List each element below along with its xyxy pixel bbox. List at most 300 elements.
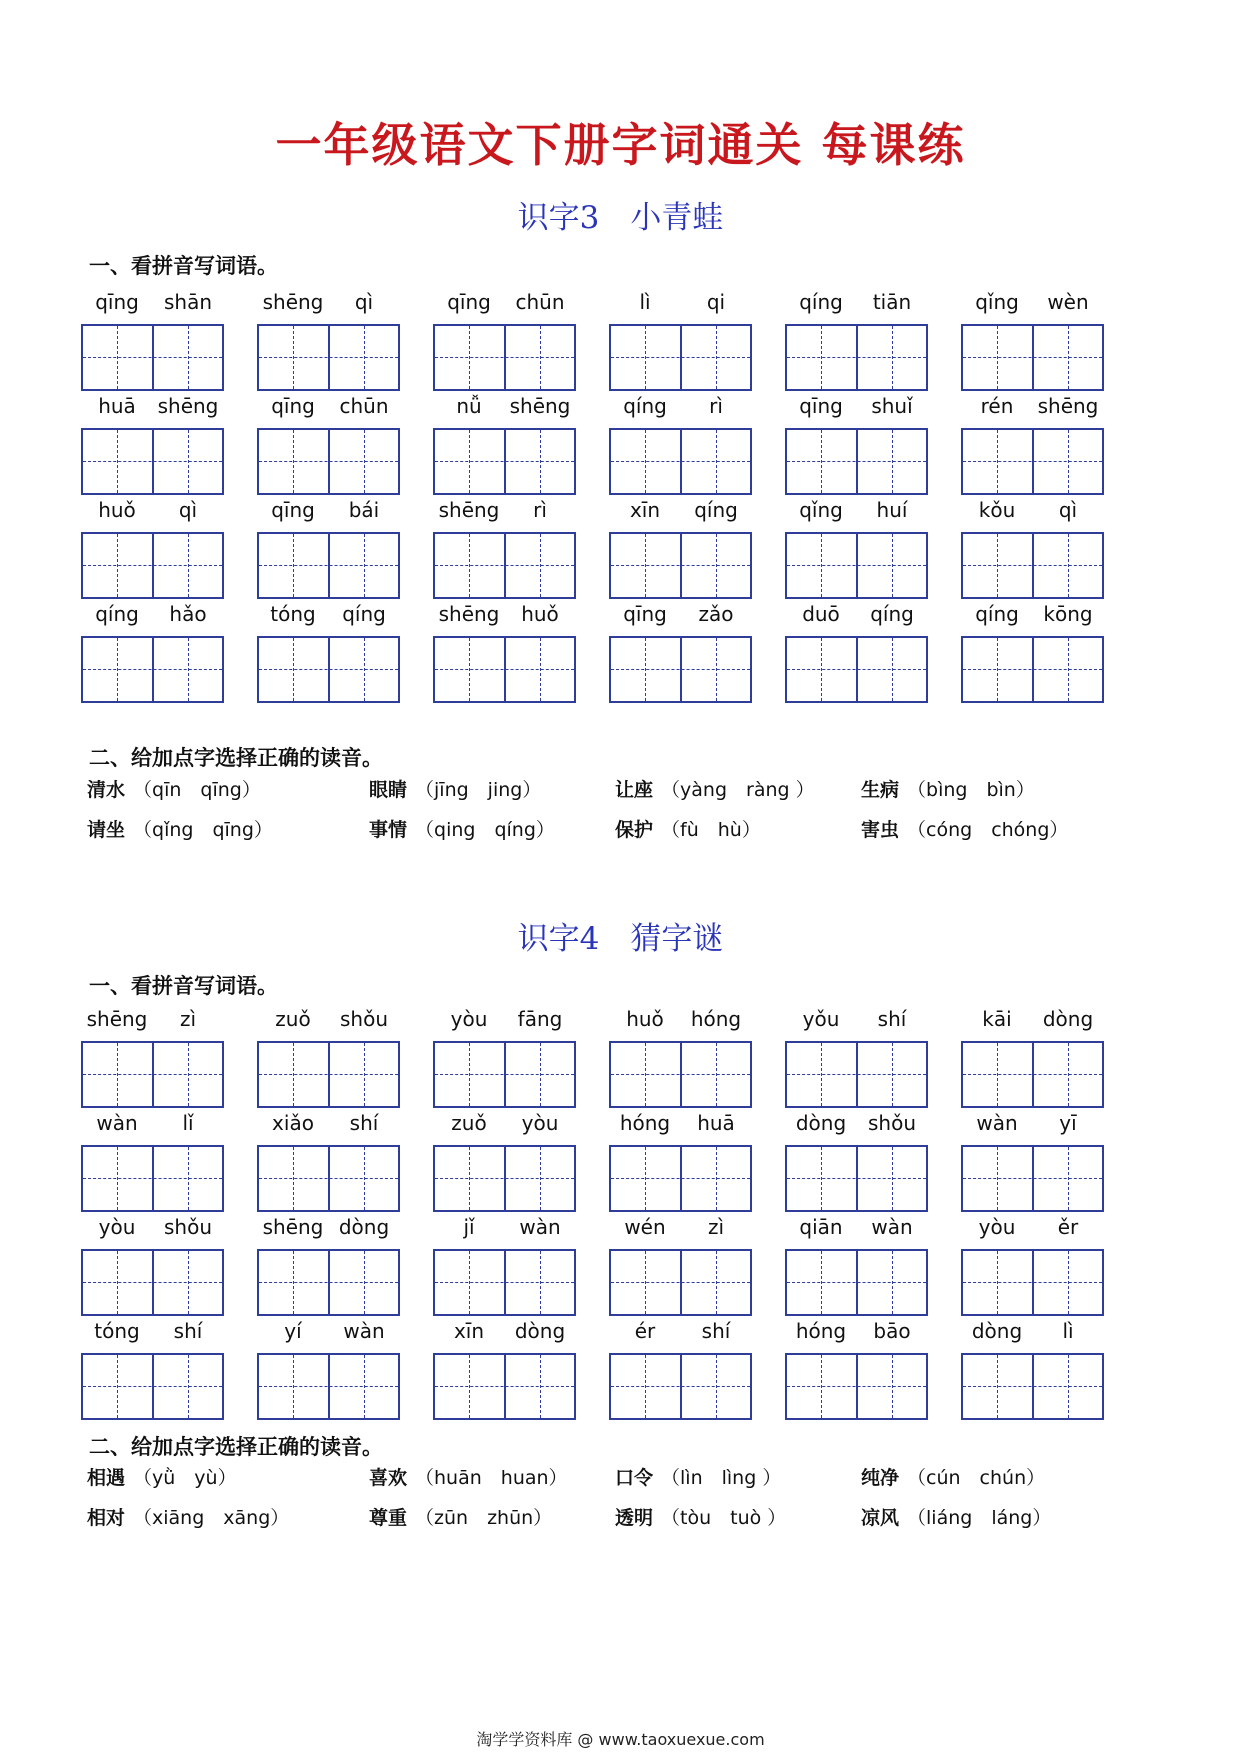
pinyin-syllable: hóng	[619, 1111, 671, 1135]
pinyin-syllable: qì	[178, 498, 198, 522]
pinyin-syllable: chūn	[515, 290, 565, 314]
word-cell	[961, 497, 1104, 564]
grid-guide-line	[188, 1043, 189, 1106]
tianzige-box[interactable]	[257, 324, 400, 391]
tianzige-box[interactable]	[961, 324, 1104, 391]
word-cell	[433, 1110, 576, 1177]
reading-item	[369, 775, 541, 805]
target-word: 口令	[615, 1467, 654, 1489]
grid-guide-line	[1068, 638, 1069, 701]
pinyin-label	[961, 393, 1104, 419]
pinyin-label	[433, 1110, 576, 1136]
target-word: 纯净	[861, 1467, 900, 1489]
pinyin-label	[433, 289, 576, 315]
pinyin-label	[433, 497, 576, 523]
word-cell	[785, 497, 928, 564]
grid-guide-line	[188, 1147, 189, 1210]
grid-guide-line	[293, 1355, 294, 1418]
pinyin-syllable: shēng	[262, 1215, 324, 1239]
grid-guide-line	[787, 357, 926, 358]
grid-guide-line	[83, 461, 222, 462]
pinyin-syllable: shēng	[438, 602, 500, 626]
grid-guide-line	[611, 669, 750, 670]
grid-guide-line	[117, 1147, 118, 1210]
tianzige-box[interactable]	[785, 428, 928, 495]
grid-guide-line	[188, 430, 189, 493]
grid-guide-line	[83, 1386, 222, 1387]
tianzige-box[interactable]	[81, 532, 224, 599]
grid-guide-line	[716, 1043, 717, 1106]
pinyin-syllable: shēng	[438, 498, 500, 522]
word-cell	[257, 1318, 400, 1385]
word-cell	[433, 1214, 576, 1281]
word-cell	[257, 1214, 400, 1281]
pinyin-options[interactable]: （yàng ràng ）	[661, 779, 815, 801]
word-cell	[433, 1006, 576, 1073]
pinyin-syllable: chūn	[339, 394, 389, 418]
grid-guide-line	[611, 461, 750, 462]
grid-guide-line	[787, 1074, 926, 1075]
pinyin-label	[609, 393, 752, 419]
reading-item	[87, 815, 273, 845]
tianzige-box[interactable]	[961, 1145, 1104, 1212]
pinyin-syllable: wén	[624, 1215, 666, 1239]
pinyin-label	[257, 601, 400, 627]
pinyin-syllable: hǎo	[169, 602, 207, 626]
pinyin-label	[609, 289, 752, 315]
grid-guide-line	[821, 1251, 822, 1314]
grid-guide-line	[117, 638, 118, 701]
pinyin-syllable: shēng	[509, 394, 571, 418]
tianzige-box[interactable]	[785, 324, 928, 391]
grid-guide-line	[188, 638, 189, 701]
reading-item	[87, 775, 261, 805]
word-cell	[257, 289, 400, 356]
grid-guide-line	[892, 638, 893, 701]
word-cell	[785, 289, 928, 356]
grid-guide-line	[997, 1147, 998, 1210]
grid-guide-line	[963, 461, 1102, 462]
word-cell	[433, 289, 576, 356]
pinyin-options[interactable]: （bìng bìn）	[907, 779, 1035, 801]
pinyin-syllable: kāi	[982, 1007, 1012, 1031]
pinyin-syllable: qíng	[870, 602, 914, 626]
grid-guide-line	[469, 534, 470, 597]
grid-guide-line	[259, 1386, 398, 1387]
tianzige-box[interactable]	[257, 1353, 400, 1420]
pinyin-label	[785, 393, 928, 419]
pinyin-label	[433, 1214, 576, 1240]
grid-guide-line	[364, 1147, 365, 1210]
pinyin-options[interactable]: （huān huan）	[415, 1467, 568, 1489]
pinyin-options[interactable]: （qǐng qīng）	[133, 819, 273, 841]
grid-guide-line	[997, 638, 998, 701]
pinyin-syllable: bái	[348, 498, 380, 522]
pinyin-syllable: qíng	[799, 290, 843, 314]
pinyin-syllable: lǐ	[182, 1111, 194, 1135]
grid-guide-line	[997, 534, 998, 597]
word-cell	[81, 289, 224, 356]
pinyin-syllable: rén	[980, 394, 1014, 418]
grid-guide-line	[540, 1251, 541, 1314]
grid-guide-line	[963, 1178, 1102, 1179]
pinyin-label	[81, 1214, 224, 1240]
pinyin-options[interactable]: （lìn lìng ）	[661, 1467, 782, 1489]
reading-row	[0, 1463, 1241, 1493]
grid-guide-line	[611, 1386, 750, 1387]
word-cell	[961, 601, 1104, 668]
grid-guide-line	[259, 1282, 398, 1283]
pinyin-options[interactable]: （cún chún）	[907, 1467, 1046, 1489]
grid-guide-line	[997, 1355, 998, 1418]
grid-guide-line	[364, 430, 365, 493]
grid-guide-line	[83, 1178, 222, 1179]
pinyin-label	[785, 289, 928, 315]
tianzige-box[interactable]	[257, 1249, 400, 1316]
pinyin-options[interactable]: （qing qíng）	[415, 819, 555, 841]
grid-guide-line	[293, 1043, 294, 1106]
part2-heading: 二、给加点字选择正确的读音。	[89, 746, 383, 770]
grid-guide-line	[716, 1355, 717, 1418]
grid-guide-line	[259, 1178, 398, 1179]
tianzige-box[interactable]	[609, 1249, 752, 1316]
word-cell	[609, 601, 752, 668]
tianzige-box[interactable]	[609, 324, 752, 391]
tianzige-box[interactable]	[785, 1041, 928, 1108]
grid-guide-line	[892, 1355, 893, 1418]
pinyin-syllable: dòng	[1042, 1007, 1094, 1031]
grid-guide-line	[364, 1043, 365, 1106]
target-word: 清水	[87, 779, 126, 801]
part2-heading: 二、给加点字选择正确的读音。	[89, 1435, 383, 1459]
grid-guide-line	[787, 1282, 926, 1283]
grid-guide-line	[364, 1355, 365, 1418]
grid-guide-line	[259, 461, 398, 462]
word-cell	[961, 1006, 1104, 1073]
word-cell	[257, 601, 400, 668]
pinyin-label	[257, 1214, 400, 1240]
grid-guide-line	[716, 534, 717, 597]
grid-guide-line	[1068, 534, 1069, 597]
tianzige-box[interactable]	[81, 636, 224, 703]
word-cell	[961, 393, 1104, 460]
target-word: 害虫	[861, 819, 900, 841]
pinyin-label	[81, 1006, 224, 1032]
word-cell	[609, 1006, 752, 1073]
grid-guide-line	[716, 1251, 717, 1314]
pinyin-label	[961, 1318, 1104, 1344]
grid-guide-line	[963, 565, 1102, 566]
pinyin-syllable: qiān	[799, 1215, 843, 1239]
grid-guide-line	[469, 1355, 470, 1418]
grid-guide-line	[645, 430, 646, 493]
grid-guide-line	[611, 565, 750, 566]
pinyin-syllable: qíng	[342, 602, 386, 626]
pinyin-label	[609, 497, 752, 523]
target-word: 相对	[87, 1507, 126, 1529]
pinyin-label	[81, 1110, 224, 1136]
word-cell	[81, 1110, 224, 1177]
grid-guide-line	[821, 534, 822, 597]
grid-guide-line	[293, 1147, 294, 1210]
grid-guide-line	[645, 638, 646, 701]
grid-guide-line	[293, 430, 294, 493]
target-word: 透明	[615, 1507, 654, 1529]
tianzige-box[interactable]	[785, 636, 928, 703]
grid-guide-line	[117, 1043, 118, 1106]
target-word: 相遇	[87, 1467, 126, 1489]
grid-guide-line	[963, 357, 1102, 358]
grid-guide-line	[787, 1386, 926, 1387]
word-cell	[785, 1318, 928, 1385]
grid-guide-line	[963, 669, 1102, 670]
word-cell	[609, 1214, 752, 1281]
pinyin-syllable: dòng	[971, 1319, 1023, 1343]
reading-item	[369, 1503, 552, 1533]
tianzige-box[interactable]	[433, 324, 576, 391]
pinyin-label	[609, 1110, 752, 1136]
part1-heading: 一、看拼音写词语。	[89, 974, 278, 998]
grid-guide-line	[1068, 1043, 1069, 1106]
tianzige-box[interactable]	[81, 1353, 224, 1420]
pinyin-syllable: huǒ	[626, 1007, 664, 1031]
reading-item	[369, 1463, 568, 1493]
pinyin-syllable: kōng	[1043, 602, 1093, 626]
word-cell	[81, 1214, 224, 1281]
pinyin-syllable: qīng	[447, 290, 491, 314]
pinyin-label	[433, 1318, 576, 1344]
tianzige-box[interactable]	[609, 1041, 752, 1108]
pinyin-label	[81, 289, 224, 315]
pinyin-label	[609, 1006, 752, 1032]
pinyin-label	[433, 601, 576, 627]
pinyin-label	[81, 1318, 224, 1344]
word-cell	[433, 393, 576, 460]
pinyin-syllable: rì	[709, 394, 723, 418]
pinyin-syllable: jǐ	[463, 1215, 475, 1239]
grid-guide-line	[611, 357, 750, 358]
pinyin-syllable: huǒ	[98, 498, 136, 522]
pinyin-syllable: xiǎo	[272, 1111, 314, 1135]
tianzige-box[interactable]	[257, 428, 400, 495]
word-cell	[257, 497, 400, 564]
word-cell	[81, 497, 224, 564]
grid-guide-line	[892, 1251, 893, 1314]
tianzige-box[interactable]	[785, 1249, 928, 1316]
tianzige-box[interactable]	[81, 428, 224, 495]
pinyin-options[interactable]: （jīng jing）	[415, 779, 542, 801]
pinyin-label	[257, 289, 400, 315]
grid-guide-line	[469, 1251, 470, 1314]
grid-guide-line	[259, 357, 398, 358]
pinyin-label	[257, 1006, 400, 1032]
tianzige-box[interactable]	[433, 428, 576, 495]
pinyin-syllable: huí	[876, 498, 908, 522]
pinyin-label	[257, 1318, 400, 1344]
grid-guide-line	[117, 1355, 118, 1418]
pinyin-syllable: qīng	[271, 394, 315, 418]
tianzige-box[interactable]	[81, 1249, 224, 1316]
grid-guide-line	[540, 1355, 541, 1418]
pinyin-syllable: shuǐ	[871, 394, 913, 418]
pinyin-syllable: shēng	[1037, 394, 1099, 418]
pinyin-syllable: qíng	[975, 602, 1019, 626]
tianzige-box[interactable]	[961, 1353, 1104, 1420]
grid-guide-line	[892, 326, 893, 389]
grid-guide-line	[645, 1043, 646, 1106]
pinyin-options[interactable]: （xiāng xāng）	[133, 1507, 290, 1529]
tianzige-box[interactable]	[785, 1145, 928, 1212]
grid-guide-line	[188, 326, 189, 389]
pinyin-syllable: qì	[354, 290, 374, 314]
grid-guide-line	[716, 430, 717, 493]
grid-guide-line	[821, 638, 822, 701]
tianzige-box[interactable]	[257, 1145, 400, 1212]
grid-guide-line	[117, 534, 118, 597]
tianzige-box[interactable]	[961, 636, 1104, 703]
tianzige-box[interactable]	[609, 428, 752, 495]
pinyin-label	[257, 497, 400, 523]
tianzige-box[interactable]	[433, 636, 576, 703]
pinyin-label	[257, 1110, 400, 1136]
target-word: 保护	[615, 819, 654, 841]
tianzige-box[interactable]	[609, 532, 752, 599]
pinyin-syllable: xīn	[453, 1319, 485, 1343]
pinyin-syllable: qíng	[95, 602, 139, 626]
grid-guide-line	[892, 534, 893, 597]
pinyin-label	[785, 601, 928, 627]
pinyin-options[interactable]: （yǜ yù）	[133, 1467, 237, 1489]
pinyin-syllable: zì	[707, 1215, 725, 1239]
grid-guide-line	[293, 638, 294, 701]
tianzige-box[interactable]	[785, 1353, 928, 1420]
tianzige-box[interactable]	[961, 532, 1104, 599]
grid-guide-line	[787, 669, 926, 670]
word-cell	[433, 1318, 576, 1385]
pinyin-syllable: xīn	[629, 498, 661, 522]
pinyin-label	[81, 497, 224, 523]
grid-guide-line	[611, 1282, 750, 1283]
grid-guide-line	[435, 1282, 574, 1283]
grid-guide-line	[997, 1043, 998, 1106]
grid-guide-line	[963, 1074, 1102, 1075]
pinyin-syllable: shí	[349, 1111, 379, 1135]
tianzige-box[interactable]	[81, 1145, 224, 1212]
grid-guide-line	[997, 326, 998, 389]
page-title: 一年级语文下册字词通关 每课练	[275, 118, 966, 172]
pinyin-syllable: yòu	[978, 1215, 1016, 1239]
tianzige-box[interactable]	[81, 324, 224, 391]
target-word: 请坐	[87, 819, 126, 841]
word-cell	[81, 1006, 224, 1073]
grid-guide-line	[645, 1251, 646, 1314]
pinyin-label	[785, 1110, 928, 1136]
grid-guide-line	[83, 565, 222, 566]
grid-guide-line	[293, 1251, 294, 1314]
pinyin-syllable: yòu	[521, 1111, 559, 1135]
grid-guide-line	[892, 1043, 893, 1106]
tianzige-box[interactable]	[433, 1145, 576, 1212]
pinyin-options[interactable]: （zūn zhūn）	[415, 1507, 553, 1529]
reading-row	[0, 1503, 1241, 1533]
tianzige-box[interactable]	[433, 1353, 576, 1420]
pinyin-options[interactable]: （liáng láng）	[907, 1507, 1052, 1529]
pinyin-label	[961, 601, 1104, 627]
pinyin-syllable: shǒu	[339, 1007, 388, 1031]
target-word: 凉风	[861, 1507, 900, 1529]
tianzige-box[interactable]	[433, 1041, 576, 1108]
pinyin-syllable: qīng	[623, 602, 667, 626]
tianzige-box[interactable]	[257, 532, 400, 599]
grid-guide-line	[716, 1147, 717, 1210]
reading-item	[615, 1463, 781, 1493]
tianzige-box[interactable]	[609, 636, 752, 703]
grid-guide-line	[259, 565, 398, 566]
target-word: 喜欢	[369, 1467, 408, 1489]
tianzige-box[interactable]	[961, 428, 1104, 495]
tianzige-box[interactable]	[961, 1041, 1104, 1108]
word-cell	[433, 601, 576, 668]
tianzige-box[interactable]	[433, 532, 576, 599]
grid-guide-line	[1068, 1355, 1069, 1418]
grid-guide-line	[821, 1043, 822, 1106]
pinyin-label	[609, 1318, 752, 1344]
grid-guide-line	[435, 565, 574, 566]
tianzige-box[interactable]	[961, 1249, 1104, 1316]
grid-guide-line	[469, 1147, 470, 1210]
footer-source: 淘学学资料库 @ www.taoxuexue.com	[476, 1730, 765, 1749]
tianzige-box[interactable]	[81, 1041, 224, 1108]
grid-guide-line	[716, 326, 717, 389]
grid-guide-line	[997, 1251, 998, 1314]
pinyin-options[interactable]: （cóng chóng）	[907, 819, 1069, 841]
grid-guide-line	[645, 326, 646, 389]
word-cell	[257, 393, 400, 460]
tianzige-box[interactable]	[785, 532, 928, 599]
pinyin-label	[961, 1214, 1104, 1240]
pinyin-syllable: wèn	[1047, 290, 1089, 314]
tianzige-box[interactable]	[609, 1145, 752, 1212]
pinyin-label	[81, 393, 224, 419]
pinyin-options[interactable]: （fù hù）	[661, 819, 761, 841]
tianzige-box[interactable]	[257, 1041, 400, 1108]
pinyin-syllable: qīng	[95, 290, 139, 314]
pinyin-syllable: wàn	[96, 1111, 138, 1135]
word-cell	[257, 1006, 400, 1073]
pinyin-options[interactable]: （tòu tuò ）	[661, 1507, 787, 1529]
tianzige-box[interactable]	[433, 1249, 576, 1316]
pinyin-syllable: qīng	[799, 394, 843, 418]
tianzige-box[interactable]	[609, 1353, 752, 1420]
pinyin-syllable: zuǒ	[275, 1007, 311, 1031]
word-cell	[609, 393, 752, 460]
grid-guide-line	[188, 534, 189, 597]
word-cell	[961, 1318, 1104, 1385]
pinyin-syllable: wàn	[343, 1319, 385, 1343]
grid-guide-line	[435, 357, 574, 358]
pinyin-syllable: yī	[1059, 1111, 1077, 1135]
grid-guide-line	[821, 430, 822, 493]
pinyin-label	[433, 1006, 576, 1032]
pinyin-syllable: hóng	[690, 1007, 742, 1031]
target-word: 眼睛	[369, 779, 408, 801]
pinyin-syllable: yòu	[450, 1007, 488, 1031]
pinyin-label	[609, 1214, 752, 1240]
grid-guide-line	[892, 430, 893, 493]
pinyin-options[interactable]: （qīn qīng）	[133, 779, 261, 801]
tianzige-box[interactable]	[257, 636, 400, 703]
grid-guide-line	[540, 1043, 541, 1106]
